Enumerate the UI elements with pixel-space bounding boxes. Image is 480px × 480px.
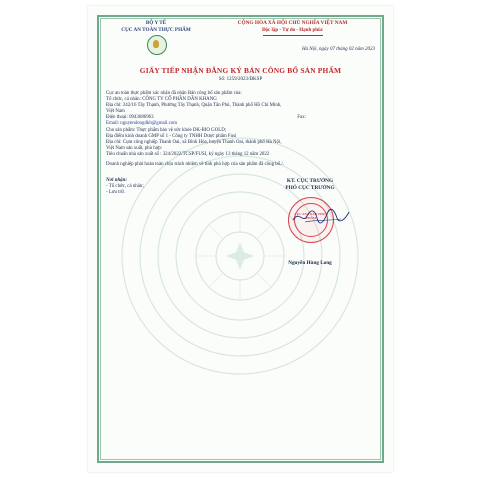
- signature-icon: [291, 206, 351, 228]
- issue-date: Hà Nội, ngày 07 tháng 02 năm 2023: [301, 47, 375, 52]
- recipient-item: - Tổ chức, cá nhân;: [106, 184, 144, 190]
- agency-logo-icon: [147, 35, 167, 55]
- signer-role-2: PHÓ CỤC TRƯỞNG: [285, 185, 335, 192]
- ministry-name: BỘ Y TẾ: [145, 20, 167, 26]
- recipients-block: [106, 178, 144, 196]
- organization-line: Tổ chức, cá nhân: CÔNG TY CỔ PHẦN DẦN KHANG: [106, 97, 217, 103]
- issuing-agency: [106, 20, 206, 34]
- agency-name: CỤC AN TOÀN THỰC PHẨM: [121, 27, 191, 33]
- document-content: [106, 20, 375, 288]
- document-number: Số: 1259/2023/ĐKSP: [218, 77, 263, 82]
- fax-line: Fax:: [297, 115, 306, 121]
- responsibility-line: Doanh nghiệp phải hoàn toàn chịu trách nhiệm về tính phù hợp của sản phẩm đã công bố./.: [106, 162, 284, 168]
- national-motto: Độc lập - Tự do - Hạnh phúc: [261, 28, 324, 33]
- address-line-2: Việt Nam: [106, 109, 125, 115]
- motto-underline: [263, 35, 323, 36]
- national-heading: [210, 20, 375, 36]
- gmp-address-line-2: Việt Nam sản xuất, phù hợp:: [106, 145, 163, 151]
- product-line: Cho sản phẩm: Thực phẩm bảo vệ sức khỏe DK-BIO GOLD;: [106, 127, 227, 133]
- gmp-line: Địa điểm kinh doanh GMP số 1 - Công ty TNHH Dược phẩm Fusi: [106, 133, 237, 139]
- address-line-1: Địa chỉ: 242/16 Tây Thạnh, Phường Tây Thạnh, Quận Tân Phú, Thành phố Hồ Chí Minh,: [106, 103, 282, 109]
- signature-area: [106, 178, 375, 288]
- recipient-item: - Lưu trữ.: [106, 190, 126, 196]
- standard-line: Tiêu chuẩn nhà sản xuất số : 324/2022/TCSP/FUSI, ký ngày 13 tháng 12 năm 2022: [106, 151, 270, 157]
- document-title: GIẤY TIẾP NHẬN ĐĂNG KÝ BẢN CÔNG BỐ SẢN PHẨM: [139, 66, 342, 75]
- document-sheet: [88, 6, 393, 472]
- gmp-address-line-1: Địa chỉ: Cụm công nghiệp Thanh Oai, xã Bình Hòa, huyện Thanh Oai, thành phố Hà Nội,: [106, 139, 282, 145]
- nation-name: CỘNG HÒA XÃ HỘI CHỦ NGHĨA VIỆT NAM: [237, 20, 348, 26]
- recipients-heading: Nơi nhận:: [106, 178, 127, 184]
- intro-line: Cục an toàn thực phẩm xác nhận đã nhận Bản công bố sản phẩm của:: [106, 91, 242, 96]
- stamp-text: CỤC AN TOÀN THỰC PHẨM: [294, 212, 328, 221]
- signer-name: Nguyễn Hùng Long: [288, 260, 332, 267]
- document-header: [106, 20, 375, 60]
- signer-role-1: KT. CỤC TRƯỞNG: [286, 178, 334, 185]
- document-body: [106, 91, 375, 168]
- email-line[interactable]: Email: nguyendongdkh@gmail.com: [106, 121, 178, 127]
- signer-block: [255, 178, 365, 267]
- phone-line: Điện thoại: 0943686963: [106, 115, 154, 121]
